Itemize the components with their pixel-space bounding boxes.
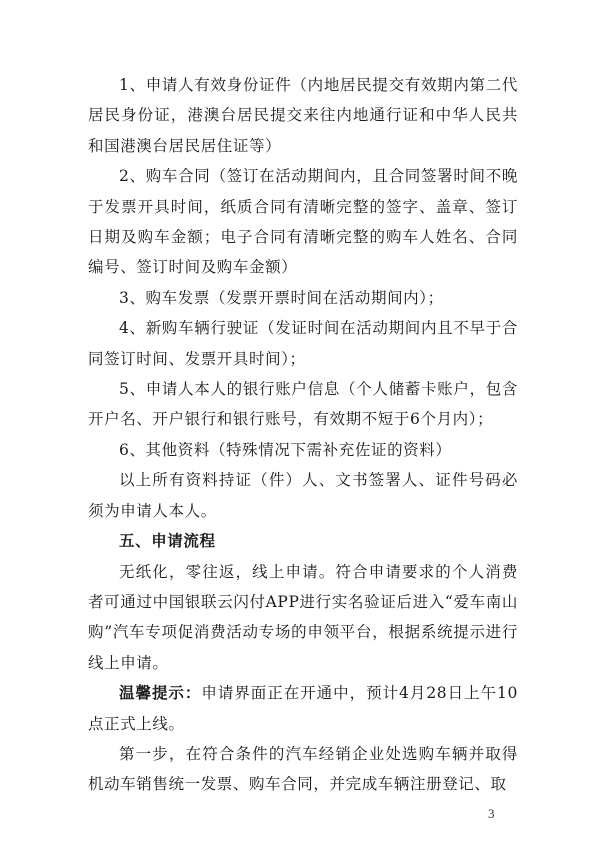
item-vehicle-license: 4、新购车辆行驶证（发证时间在活动期间内且不早于合同签订时间、发票开具时间）； — [88, 319, 518, 368]
process-intro: 无纸化，零往返，线上申请。符合申请要求的个人消费者可通过中国银联云闪付APP进行实名验证后进入“爱车南山购”汽车专项促消费活动专场的申领平台，根据系统提示进行线上申请。 — [88, 562, 518, 672]
item-bank-account: 5、申请人本人的银行账户信息（个人储蓄卡账户，包含开户名、开户银行和银行账号，有效期不短于6个月内）； — [88, 380, 518, 429]
document-body — [88, 70, 518, 800]
tip-label: 温馨提示： — [119, 683, 202, 703]
item-purchase-invoice: 3、购车发票（发票开票时间在活动期间内）； — [119, 288, 444, 307]
page-number: 3 — [488, 806, 495, 821]
step-one: 第一步，在符合条件的汽车经销企业处选购车辆并取得机动车销售统一发票、购车合同，并完成车辆注册登记、取 — [88, 744, 518, 794]
item-id-documents: 1、申请人有效身份证件（内地居民提交有效期内第二代居民身份证，港澳台居民提交来往内地通行证和中华人民共和国港澳台居民居住证等） — [88, 76, 518, 155]
tip-text: 申请界面正在开通中，预计4月28日上午10点正式上线。 — [88, 684, 518, 733]
section-title: 五、申请流程 — [119, 531, 216, 551]
tip-paragraph — [88, 678, 518, 739]
item-other-materials: 6、其他资料（特殊情况下需补充佐证的资料） — [119, 440, 452, 459]
identity-note: 以上所有资料持证（件）人、文书签署人、证件号码必须为申请人本人。 — [88, 471, 518, 520]
item-purchase-contract: 2、购车合同（签订在活动期间内，且合同签署时间不晚于发票开具时间，纸质合同有清晰完整的签字、盖章、签订日期及购车金额；电子合同有清晰完整的购车人姓名、合同编号、签订时间及购车金额） — [88, 167, 518, 277]
